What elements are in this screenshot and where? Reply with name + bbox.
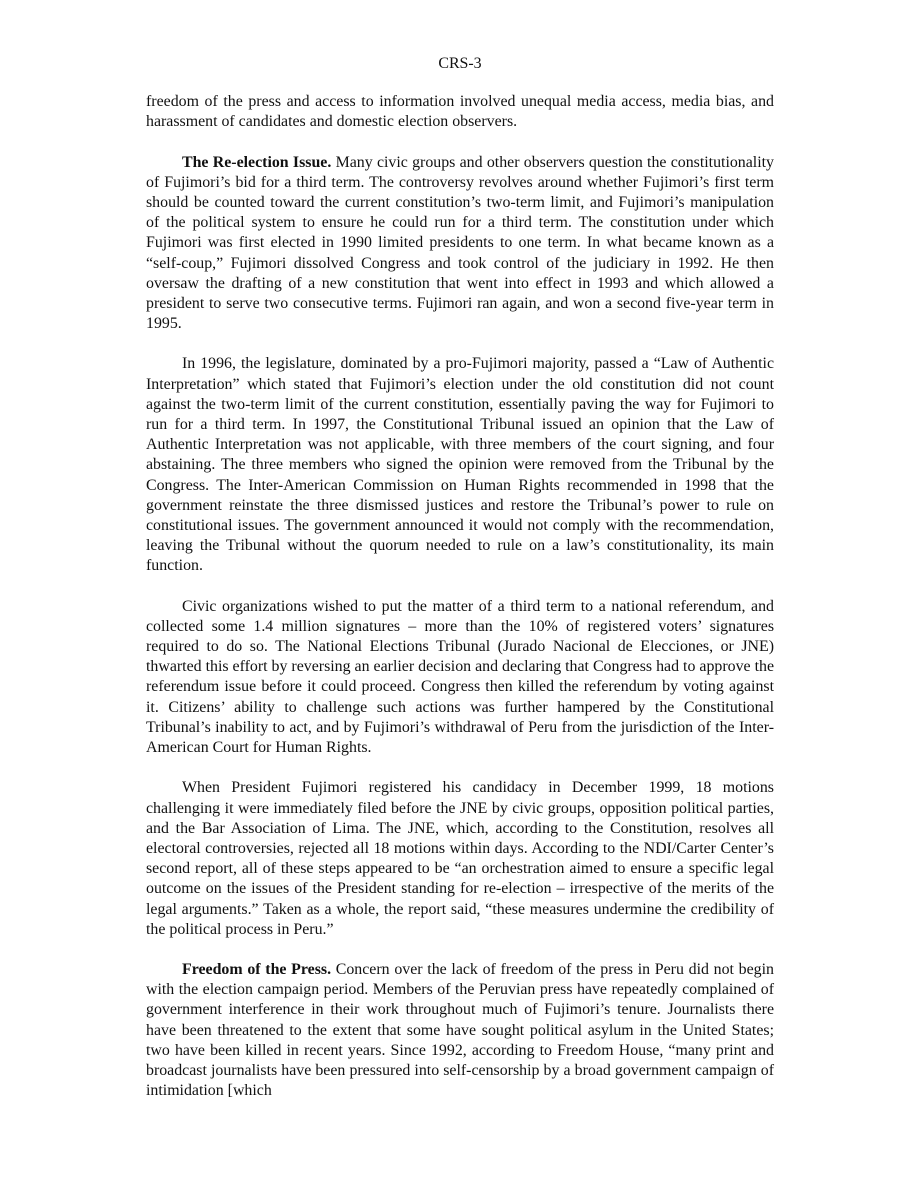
paragraph-body: Many civic groups and other observers question the constitutionality of Fujimori’s bid for a third term. The controversy revolves around whether Fujimori’s first term should be counted toward the current constitution’s two-term limit, and Fujimori’s manipulation of the political system to ensure he could run for a third term. The constitution under which Fujimori was first elected in 1990 limited presidents to one term. In what became known as a “self-coup,” Fujimori dissolved Congress and took control of the judiciary in 1992. He then oversaw the drafting of a new constitution that went into effect in 1993 and which allowed a president to serve two consecutive terms. Fujimori ran again, and won a second five-year term in 1995. [146,153,774,333]
section-heading-press: Freedom of the Press. [182,960,332,978]
paragraph-freedom-of-press [146,960,774,1101]
document-page [146,54,774,1121]
paragraph-continuation: freedom of the press and access to information involved unequal media access, media bias, and harassment of candidates and domestic election observers. [146,93,774,131]
paragraph-referendum: Civic organizations wished to put the matter of a third term to a national referendum, and collected some 1.4 million signatures – more than the 10% of registered voters’ signatures required to do so. The National Elections Tribunal (Jurado Nacional de Elecciones, or JNE) thwarted this effort by reversing an earlier decision and declaring that Congress had to approve the referendum issue before it could proceed. Congress then killed the referendum by voting against it. Citizens’ ability to challenge such actions was further hampered by the Constitutional Tribunal’s inability to act, and by Fujimori’s withdrawal of Peru from the jurisdiction of the Inter-American Court for Human Rights. [146,597,774,757]
paragraph-candidacy-motions: When President Fujimori registered his candidacy in December 1999, 18 motions challenging it were immediately filed before the JNE by civic groups, opposition political parties, and the Bar Association of Lima. The JNE, which, according to the Constitution, resolves all electoral controversies, rejected all 18 motions within days. According to the NDI/Carter Center’s second report, all of these steps appeared to be “an orchestration aimed to ensure a specific legal outcome on the issues of the President standing for re-election – irrespective of the merits of the legal arguments.” Taken as a whole, the report said, “these measures undermine the credibility of the political process in Peru.” [146,779,774,938]
paragraph-law-authentic-interpretation: In 1996, the legislature, dominated by a pro-Fujimori majority, passed a “Law of Authentic Interpretation” which stated that Fujimori’s election under the old constitution did not count against the two-term limit of the current constitution, essentially paving the way for Fujimori to run for a third term. In 1997, the Constitutional Tribunal issued an opinion that the Law of Authentic Interpretation was not applicable, with three members of the court signing, and four abstaining. The three members who signed the opinion were removed from the Tribunal by the Congress. The Inter-American Commission on Human Rights recommended in 1998 that the government reinstate the three dismissed justices and restore the Tribunal’s power to rule on constitutional issues. The government announced it would not comply with the recommendation, leaving the Tribunal without the quorum needed to rule on a law’s constitutionality, its main function. [146,355,774,575]
paragraph-reelection-issue [146,153,774,335]
page-header: CRS-3 [438,55,482,72]
section-heading-reelection: The Re-election Issue. [182,153,332,171]
paragraph-body: Concern over the lack of freedom of the press in Peru did not begin with the election campaign period. Members of the Peruvian press have repeatedly complained of government interference in their work throughout much of Fujimori’s tenure. Journalists there have been threatened to the extent that some have sought political asylum in the United States; two have been killed in recent years. Since 1992, according to Freedom House, “many print and broadcast journalists have been pressured into self-censorship by a broad government campaign of intimidation [which [146,960,774,1100]
